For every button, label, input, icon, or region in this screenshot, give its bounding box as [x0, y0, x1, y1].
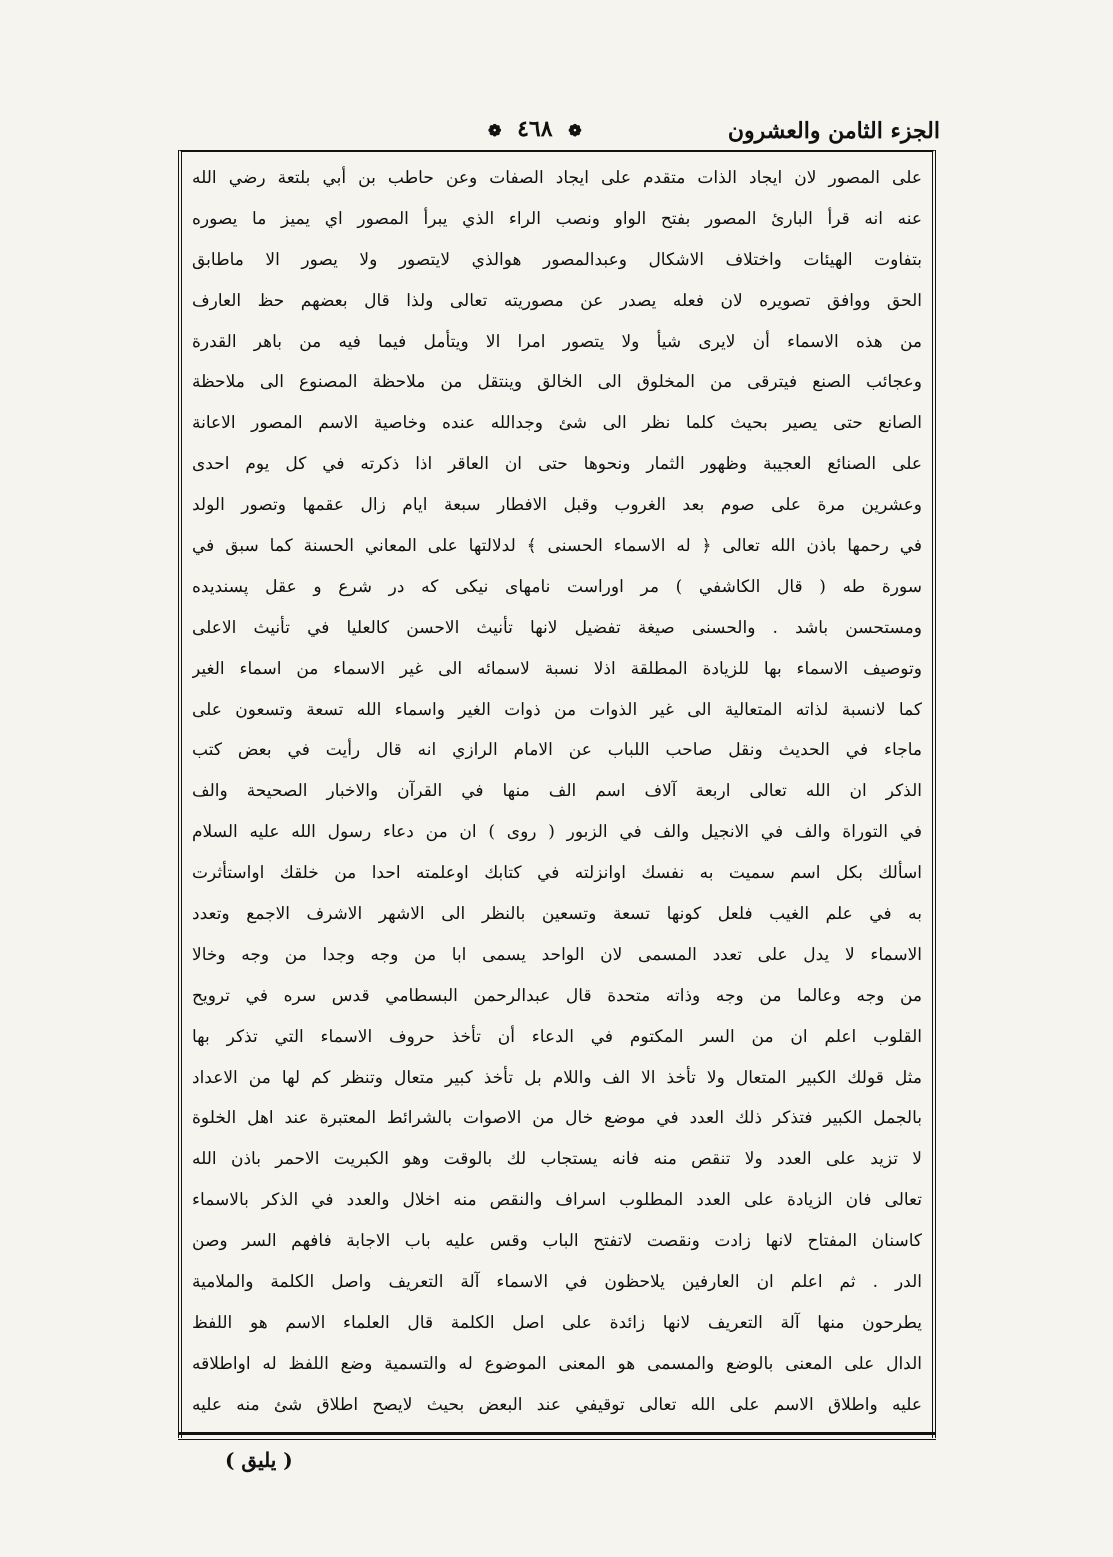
ornament-right-icon: ❁: [488, 121, 502, 140]
text-line: الصانع حتى يصير بحيث كلما نظر الى شئ وجدالله عنده وخاصية الاسم المصور الاعانة: [192, 413, 922, 434]
text-line: عليه واطلاق الاسم على الله تعالى توقيفي عند البعض بحيث لايصح اطلاق شئ منه عليه: [192, 1394, 922, 1415]
text-line: به في علم الغيب فلعل كونها تسعة وتسعين بالنظر الى الاشهر الاشرف الاجمع وتعدد: [192, 904, 922, 925]
text-line: الحق ووافق تصويره لان فعله يصدر عن مصوريته تعالى ولذا قال بعضهم حظ العارف: [192, 290, 922, 311]
text-line: في رحمها باذن الله تعالى ﴿ له الاسماء الحسنى ﴾ لدلالتها على المعاني الحسنة كما سبق في: [192, 536, 922, 557]
text-line: القلوب اعلم ان من السر المكتوم في الدعاء أن تأخذ حروف الاسماء التي تذكر بها: [192, 1026, 922, 1047]
text-line: وتوصيف الاسماء بها للزيادة المطلقة اذلا نسبة لاسمائه الى غير الاسماء من اسماء الغير: [192, 658, 922, 679]
ornament-left-icon: ❁: [568, 121, 582, 140]
text-line: لا تزيد على العدد ولا تنقص منه فانه يستجاب لك بالوقت وهو الكبريت الاحمر باذن الله: [192, 1149, 922, 1170]
text-line: من وجه وعالما من وجه وذاته متحدة قال عبدالرحمن البسطامي قدس سره في ترويح: [192, 985, 922, 1006]
text-line: من هذه الاسماء أن لايرى شيأ ولا يتصور امرا الا ويتأمل فيما فيه من باهر القدرة: [192, 331, 922, 352]
part-title: الجزء الثامن والعشرون: [727, 118, 940, 144]
text-line: كاسنان المفتاح لانها زادت ونقصت لاتفتح الباب وقس عليه باب الاجابة فافهم السر وصن: [192, 1231, 922, 1252]
text-line: الدر . ثم اعلم ان العارفين يلاحظون في الاسماء آلة التعريف واصل الكلمة والملامية: [192, 1272, 922, 1293]
text-line: الدال على المعنى بالوضع والمسمى هو المعنى الموضوع له والتسمية وضع اللفظ له اواطلاقه: [192, 1353, 922, 1374]
text-line: تعالى فان الزيادة على العدد المطلوب اسراف والنقص منه اخلال والعدد في الذكر بالاسماء: [192, 1190, 922, 1211]
text-line: على المصور لان ايجاد الذات متقدم على ايجاد الصفات وعن حاطب بن أبي بلتعة رضي الله: [192, 168, 922, 188]
page-number-block: [480, 116, 590, 142]
text-line: سورة طه ( قال الكاشفي ) مر اوراست نامهاى نيكى كه در شرع و عقل پسنديده: [192, 576, 922, 597]
text-line: اسألك بكل اسم سميت به نفسك اوانزلته في كتابك اوعلمته احدا من خلقك اواستأثرت: [192, 863, 922, 884]
text-line: يطرحون منها آلة التعريف لانها زائدة على اصل الكلمة قال العلماء الاسم هو اللفظ: [192, 1312, 922, 1333]
text-line: على الصنائع العجيبة وظهور الثمار ونحوها حتى ان العاقر اذا ذكرته في كل يوم احدى: [192, 454, 922, 475]
text-line: الذكر ان الله تعالى اربعة آلاف اسم الف منها في القرآن والاخبار الصحيحة والف: [192, 781, 922, 802]
text-line: وعجائب الصنع فيترقى من المخلوق الى الخالق وينتقل من ملاحظة المصنوع الى ملاحظة: [192, 372, 922, 393]
text-line: كما لانسبة لذاته المتعالية الى غير الذوات من ذوات الغير واسماء الله تسعة وتسعون على: [192, 699, 922, 720]
text-line: بالجمل الكبير فتذكر ذلك العدد في موضع خال من الاصوات بالشرائط المعتبرة عند اهل الخلوة: [192, 1108, 922, 1129]
text-line: بتفاوت الهيئات واختلاف الاشكال وعبدالمصور هوالذي لايتصور ولا يصور الا ماطابق: [192, 249, 922, 270]
text-line: [192, 1426, 922, 1428]
text-line: في التوراة والف في الانجيل والف في الزبور ( روى ) ان من دعاء رسول الله عليه السلام: [192, 822, 922, 843]
text-line: وعشرين مرة على صوم بعد الغروب وقبل الافطار سبعة ايام زال عقمها وتصور الولد: [192, 495, 922, 516]
text-line: ومستحسن باشد . والحسنى صيغة تفضيل لانها تأنيث الاحسن كالعليا في تأنيث الاعلى: [192, 617, 922, 638]
text-line: الاسماء لا يدل على تعدد المسمى لان الواحد يسمى ابا من وجه وجدا من وجه وخالا: [192, 944, 922, 965]
text-line: ماجاء في الحديث ونقل صاحب اللباب عن الامام الرازي انه قال رأيت في بعض كتب: [192, 740, 922, 761]
page-header: [180, 112, 940, 152]
text-body: [192, 158, 922, 1428]
page-number: ٤٦٨: [517, 116, 553, 142]
frame-bottom-rule: [178, 1432, 936, 1440]
catchword: ( يليق ): [225, 1448, 293, 1472]
text-line: عنه انه قرأ البارئ المصور بفتح الواو ونصب الراء الذي يبرأ المصور اي يميز ما يصوره: [192, 208, 922, 229]
text-line: مثل قولك الكبير المتعال ولا تأخذ الا الف واللام بل تأخذ كبير متعال وتنظر كم لها من الاعداد: [192, 1067, 922, 1088]
